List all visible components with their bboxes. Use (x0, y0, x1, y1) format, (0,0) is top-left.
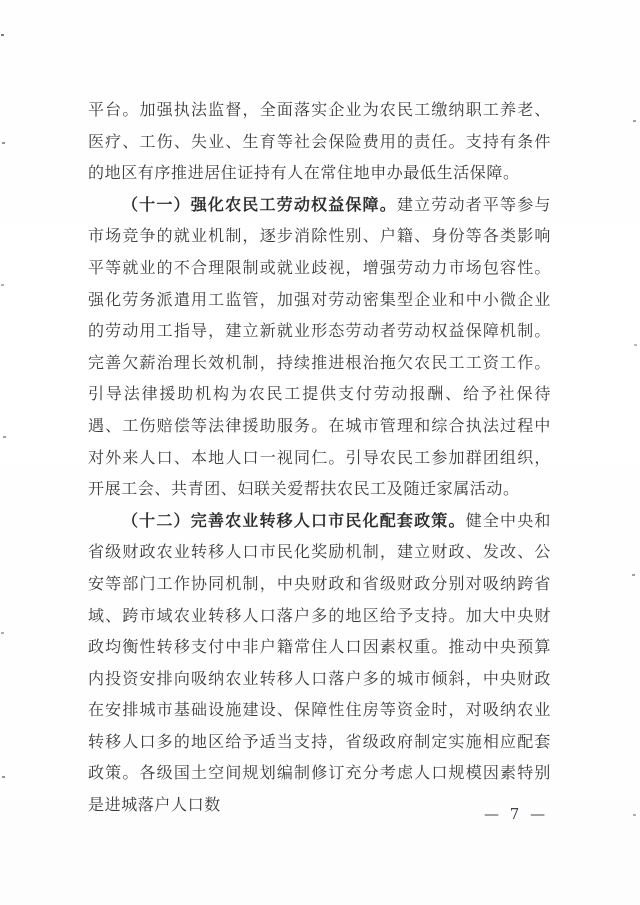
paragraph (88, 189, 551, 505)
paragraph-text: 健全中央和省级财政农业转移人口市民化奖励机制，建立财政、发改、公安等部门工作协同机制，中央财政和省级财政分别对吸纳跨省域、跨市域农业转移人口落户多的地区给予支持。加大中央财政均衡性转移支付中非户籍常住人口因素权重。推动中央预算内投资安排向吸纳农业转移人口落户多的城市倾斜，中央财政在安排城市基础设施建设、保障性住房等资金时，对吸纳农业转移人口多的地区给予适当支持，省级政府制定实施相应配套政策。各级国土空间规划编制修订充分考虑人口规模因素特别是进城落户人口数 (88, 510, 551, 815)
section-heading: （十一）强化农民工劳动权益保障。 (122, 194, 397, 214)
paragraph-text: 建立劳动者平等参与市场竞争的就业机制，逐步消除性别、户籍、身份等各类影响平等就业的不合理限制或就业歧视，增强劳动力市场包容性。强化劳务派遣用工监管，加强对劳动密集型企业和中小微企业的劳动用工指导，建立新就业形态劳动者劳动权益保障机制。完善欠薪治理长效机制，持续推进根治拖欠农民工工资工作。引导法律援助机构为农民工提供支付劳动报酬、给予社保待遇、工伤赔偿等法律援助服务。在城市管理和综合执法过程中对外来人口、本地人口一视同仁。引导农民工参加群团组织，开展工会、共青团、妇联关爱帮扶农民工及随迁家属活动。 (88, 194, 551, 499)
paragraph-text: 平台。加强执法监督，全面落实企业为农民工缴纳职工养老、医疗、工伤、失业、生育等社会保险费用的责任。支持有条件的地区有序推进居住证持有人在常住地申办最低生活保障。 (88, 100, 551, 183)
document-body (88, 94, 551, 821)
paragraph (88, 505, 551, 821)
scan-noise (1, 34, 4, 36)
paragraph (88, 94, 551, 189)
page-number: — 7 — (484, 805, 549, 823)
section-heading: （十二）完善农业转移人口市民化配套政策。 (122, 510, 466, 530)
